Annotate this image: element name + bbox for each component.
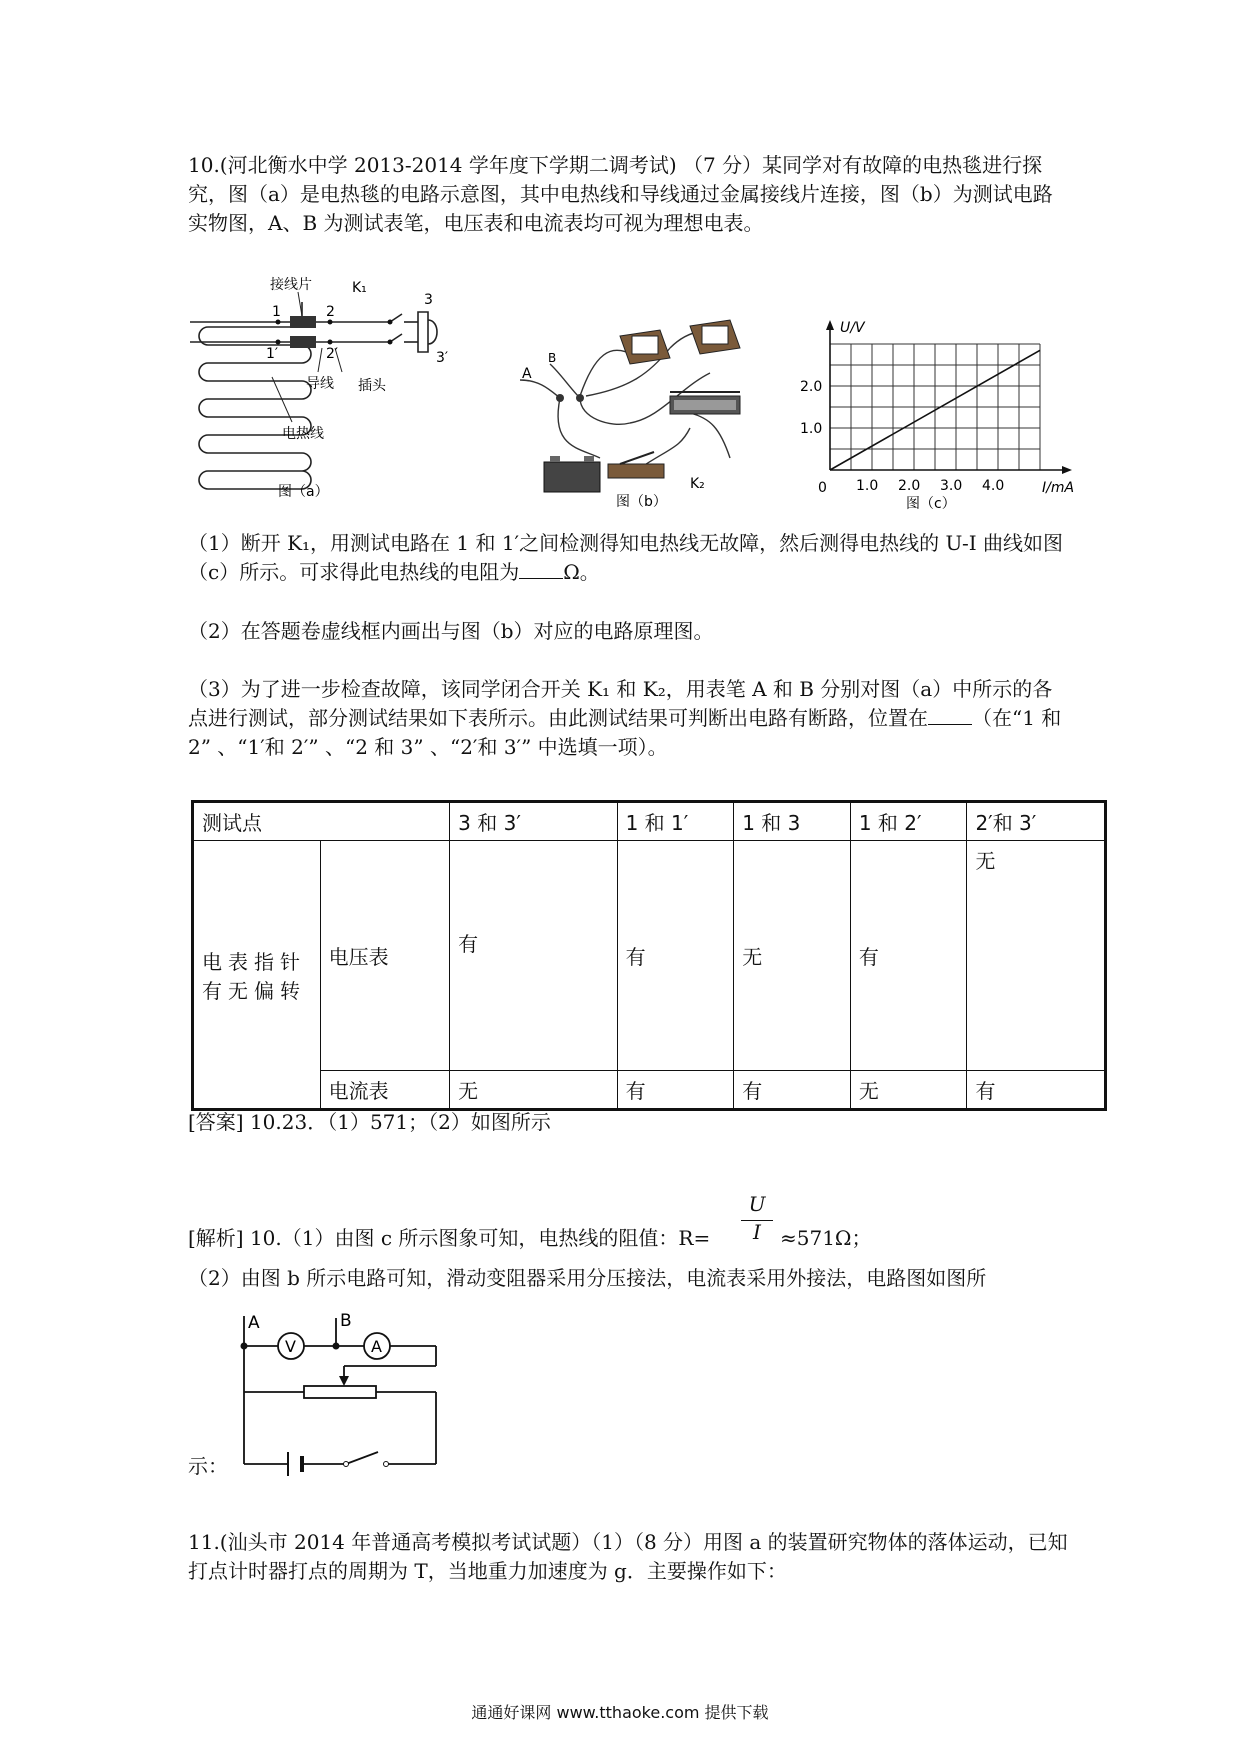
question-10-part3: （3）为了进一步检查故障，该同学闭合开关 K₁ 和 K₂，用表笔 A 和 B 分别对图（a）中所示的各点进行测试，部分测试结果如下表所示。由此测试结果可判断出电路有断路，位置在 （在“1 和 2” 、“1′和 2′” 、“2 和 3” 、“2′和 3′” 中选填一项）。 bbox=[188, 677, 1062, 759]
origin-label: 0 bbox=[818, 480, 827, 496]
ammeter-letter: A bbox=[371, 1337, 382, 1356]
fraction-numerator: U bbox=[748, 1192, 766, 1216]
label-plug: 插头 bbox=[358, 378, 386, 394]
header-cell: 1 和 3 bbox=[734, 802, 851, 841]
question-10-part1: （1）断开 K₁，用测试电路在 1 和 1′之间检测得知电热线无故障，然后测得电热线的 U-I 曲线如图（c）所示。可求得此电热线的电阻为 Ω。 bbox=[188, 531, 1063, 584]
terminal-tab-bottom bbox=[290, 336, 316, 348]
label-heater: 电热线 bbox=[282, 426, 324, 442]
x-axis-label: I/mA bbox=[1042, 480, 1075, 496]
question-10-intro: 10.(河北衡水中学 2013-2014 学年度下学期二调考试) （7 分）某同学对有故障的电热毯进行探究，图（a）是电热毯的电路示意图，其中电热线和导线通过金属接线片连接，图（b）为测试电路实物图，A、B 为测试表笔，电压表和电流表均可视为理想电表。 bbox=[188, 153, 1053, 235]
circuit-label-b: B bbox=[340, 1311, 352, 1331]
ammeter bbox=[690, 320, 740, 354]
answer-blank-3[interactable] bbox=[928, 706, 972, 725]
label-2: 2 bbox=[326, 304, 335, 320]
question-11-intro: 11.(汕头市 2014 年普通高考模拟考试试题）（1）（8 分）用图 a 的装置研究物体的落体运动，已知打点计时器打点的周期为 T，当地重力加速度为 g．主要操作如下： bbox=[188, 1530, 1068, 1583]
table-row-ammeter bbox=[193, 1071, 1106, 1110]
chart-grid bbox=[830, 344, 1040, 470]
battery bbox=[544, 456, 600, 492]
figure-a bbox=[190, 272, 480, 510]
probe-a bbox=[556, 394, 564, 402]
table-row-voltmeter bbox=[193, 841, 1106, 1071]
x-tick-label: 1.0 bbox=[856, 478, 879, 494]
switch-k2 bbox=[608, 452, 664, 478]
header-cell: 2′和 3′ bbox=[967, 802, 1106, 841]
caption-a: 图（a） bbox=[278, 484, 329, 500]
rheostat bbox=[670, 392, 740, 414]
test-results-table bbox=[191, 800, 1107, 1111]
x-tick-label: 4.0 bbox=[982, 478, 1005, 494]
question-10-part2: （2）在答题卷虚线框内画出与图（b）对应的电路原理图。 bbox=[188, 619, 714, 643]
label-k2: K₂ bbox=[690, 476, 705, 492]
figure-b bbox=[520, 318, 780, 514]
table-cell: 有 bbox=[450, 841, 617, 1071]
voltmeter-letter: V bbox=[285, 1337, 296, 1356]
x-tick-label: 3.0 bbox=[940, 478, 963, 494]
table-cell: 无 bbox=[450, 1071, 617, 1110]
label-3: 3 bbox=[424, 292, 433, 308]
table-cell: 有 bbox=[617, 841, 734, 1071]
label-wire: 导线 bbox=[306, 376, 334, 392]
header-test-point: 测试点 bbox=[193, 802, 450, 841]
analysis-line-2: （2）由图 b 所示电路可知，滑动变阻器采用分压接法，电流表采用外接法，电路图如图所 bbox=[188, 1266, 987, 1290]
answer-circuit-diagram bbox=[236, 1306, 456, 1476]
header-cell: 1 和 2′ bbox=[850, 802, 967, 841]
table-cell: 无 bbox=[850, 1071, 967, 1110]
label-k1: K₁ bbox=[352, 280, 367, 296]
label-tab: 接线片 bbox=[270, 277, 312, 293]
y-tick-label: 1.0 bbox=[800, 421, 823, 437]
table-cell: 无 bbox=[734, 841, 851, 1071]
fraction-denominator: I bbox=[753, 1220, 761, 1244]
figure-c-chart bbox=[800, 318, 1090, 514]
header-cell: 3 和 3′ bbox=[450, 802, 617, 841]
table-cell: 有 bbox=[850, 841, 967, 1071]
terminal-tab-top bbox=[290, 316, 316, 328]
table-cell: 无 bbox=[967, 841, 1106, 1071]
caption-c: 图（c） bbox=[906, 496, 956, 512]
group-label: 电表指针有无偏转 bbox=[193, 841, 321, 1110]
y-tick-label: 2.0 bbox=[800, 379, 823, 395]
analysis-line-1: [解析] 10.（1）由图 c 所示图象可知，电热线的阻值：R= U I ≈571Ω； bbox=[188, 1192, 872, 1250]
table-cell: 有 bbox=[967, 1071, 1106, 1110]
row-label-ammeter: 电流表 bbox=[320, 1071, 450, 1110]
table-cell: 有 bbox=[734, 1071, 851, 1110]
answer-text: [答案] 10.23．（1）571；（2）如图所示 bbox=[188, 1110, 551, 1134]
label-2p: 2′ bbox=[326, 346, 339, 362]
row-label-voltmeter: 电压表 bbox=[320, 841, 450, 1071]
circuit-label-a: A bbox=[248, 1313, 260, 1333]
label-1: 1 bbox=[272, 304, 281, 320]
label-probe-b: B bbox=[548, 351, 557, 365]
analysis-line-3: 示： bbox=[188, 1454, 228, 1478]
voltmeter bbox=[620, 330, 670, 364]
heater-coil bbox=[199, 302, 311, 489]
label-1p: 1′ bbox=[266, 346, 279, 362]
answer-blank-1[interactable] bbox=[519, 560, 563, 579]
table-cell: 有 bbox=[617, 1071, 734, 1110]
rheostat-symbol bbox=[304, 1386, 376, 1398]
page-footer: 通通好课网 www.tthaoke.com 提供下载 bbox=[471, 1703, 769, 1722]
label-3p: 3′ bbox=[436, 350, 449, 366]
y-axis-label: U/V bbox=[840, 320, 865, 336]
caption-b: 图（b） bbox=[616, 494, 667, 510]
label-probe-a: A bbox=[522, 366, 532, 382]
x-tick-label: 2.0 bbox=[898, 478, 921, 494]
table-header-row bbox=[193, 802, 1106, 841]
header-cell: 1 和 1′ bbox=[617, 802, 734, 841]
probe-b bbox=[576, 394, 584, 402]
